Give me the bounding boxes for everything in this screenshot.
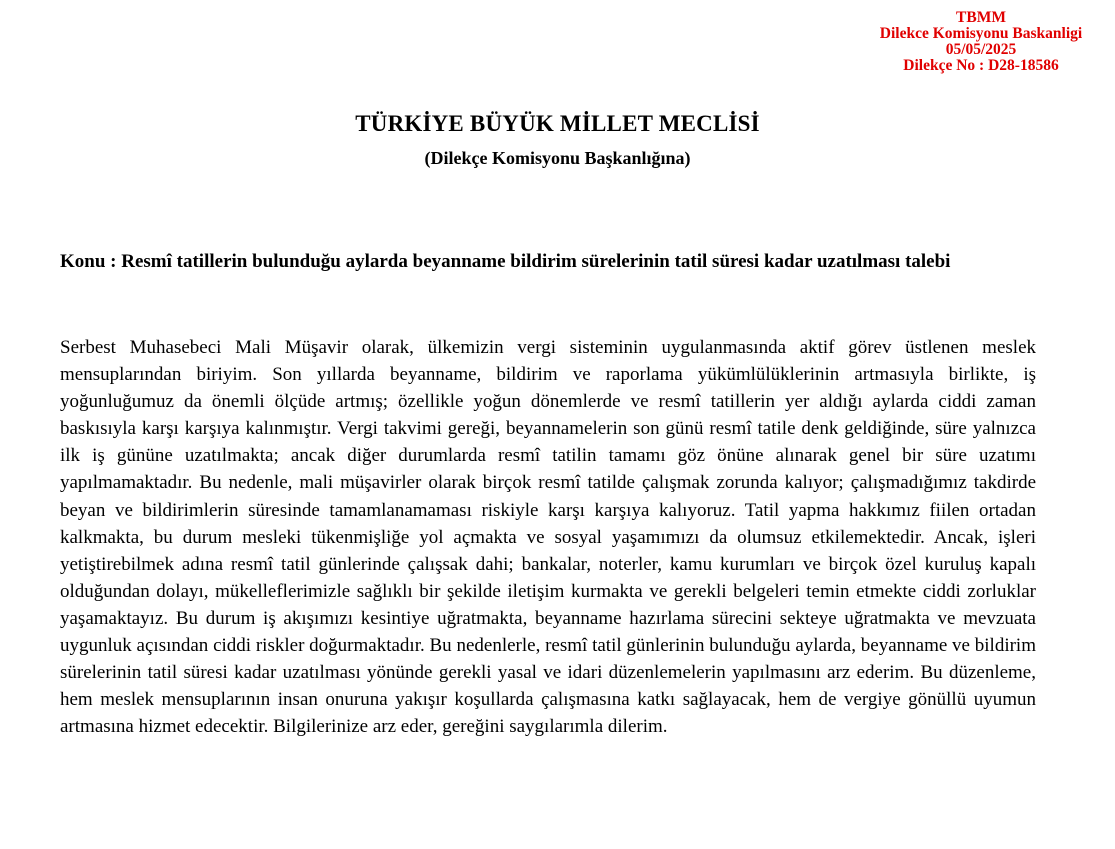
document-subject: Konu : Resmî tatillerin bulunduğu aylarda beyanname bildirim sürelerinin tatil süresi kadar uzatılması talebi	[60, 251, 951, 272]
registration-stamp	[848, 10, 1114, 74]
stamp-institution: TBMM	[956, 9, 1006, 26]
stamp-petition-number: Dilekçe No : D28-18586	[903, 57, 1059, 74]
document-title: TÜRKİYE BÜYÜK MİLLET MECLİSİ	[355, 111, 760, 136]
document-heading	[0, 110, 1115, 169]
stamp-department: Dilekce Komisyonu Baskanligi	[879, 25, 1083, 42]
stamp-date: 05/05/2025	[945, 41, 1017, 58]
document-subtitle: (Dilekçe Komisyonu Başkanlığına)	[424, 148, 691, 168]
document-body: Serbest Muhasebeci Mali Müşavir olarak, ülkemizin vergi sisteminin uygulanmasında aktif görev üstlenen meslek mensuplarından biriyim. Son yıllarda beyanname, bildirim ve raporlama yükümlülüklerinin artmasıyla birlikte, iş yoğunluğumuz da önemli ölçüde artmış; özellikle yoğun dönemlerde ve resmî tatillerin yer aldığı aylarda ciddi zaman baskısıyla karşı karşıya kalınmıştır. Vergi takvimi gereği, beyannamelerin son günü resmî tatile denk geldiğinde, süre yalnızca ilk iş gününe uzatılmakta; ancak diğer durumlarda resmî tatilin tamamı göz önüne alınarak genel bir süre uzatımı yapılmamaktadır. Bu nedenle, mali müşavirler olarak birçok resmî tatilde çalışmak zorunda kalıyor; çalışmadığımız takdirde beyan ve bildirimlerin süresinde tamamlanamaması riskiyle karşı karşıya kalıyoruz. Tatil yapma hakkımız fiilen ortadan kalkmakta, bu durum mesleki tükenmişliğe yol açmakta ve sosyal yaşamımızı da olumsuz etkilemektedir. Ancak, işleri yetiştirebilmek adına resmî tatil günlerinde çalışsak dahi; bankalar, noterler, kamu kurumları ve birçok özel kuruluş kapalı olduğundan dolayı, mükelleflerimizle sağlıklı bir şekilde iletişim kurmakta ve gerekli belgeleri temin etmekte ciddi zorluklar yaşamaktayız. Bu durum iş akışımızı kesintiye uğratmakta, beyanname hazırlama sürecini sekteye uğratmakta ve mevzuata uygunluk açısından ciddi riskler doğurmaktadır. Bu nedenlerle, resmî tatil günlerinin bulunduğu aylarda, beyanname ve bildirim sürelerinin tatil süresi kadar uzatılması yönünde gerekli yasal ve idari düzenlemelerin yapılmasını arz ederim. Bu düzenleme, hem meslek mensuplarının insan onuruna yakışır koşullarda çalışmasına katkı sağlayacak, hem de vergiye gönüllü uyumun artmasına hizmet edecektir. Bilgilerinize arz eder, gereğini saygılarımla dilerim.	[60, 337, 1036, 738]
